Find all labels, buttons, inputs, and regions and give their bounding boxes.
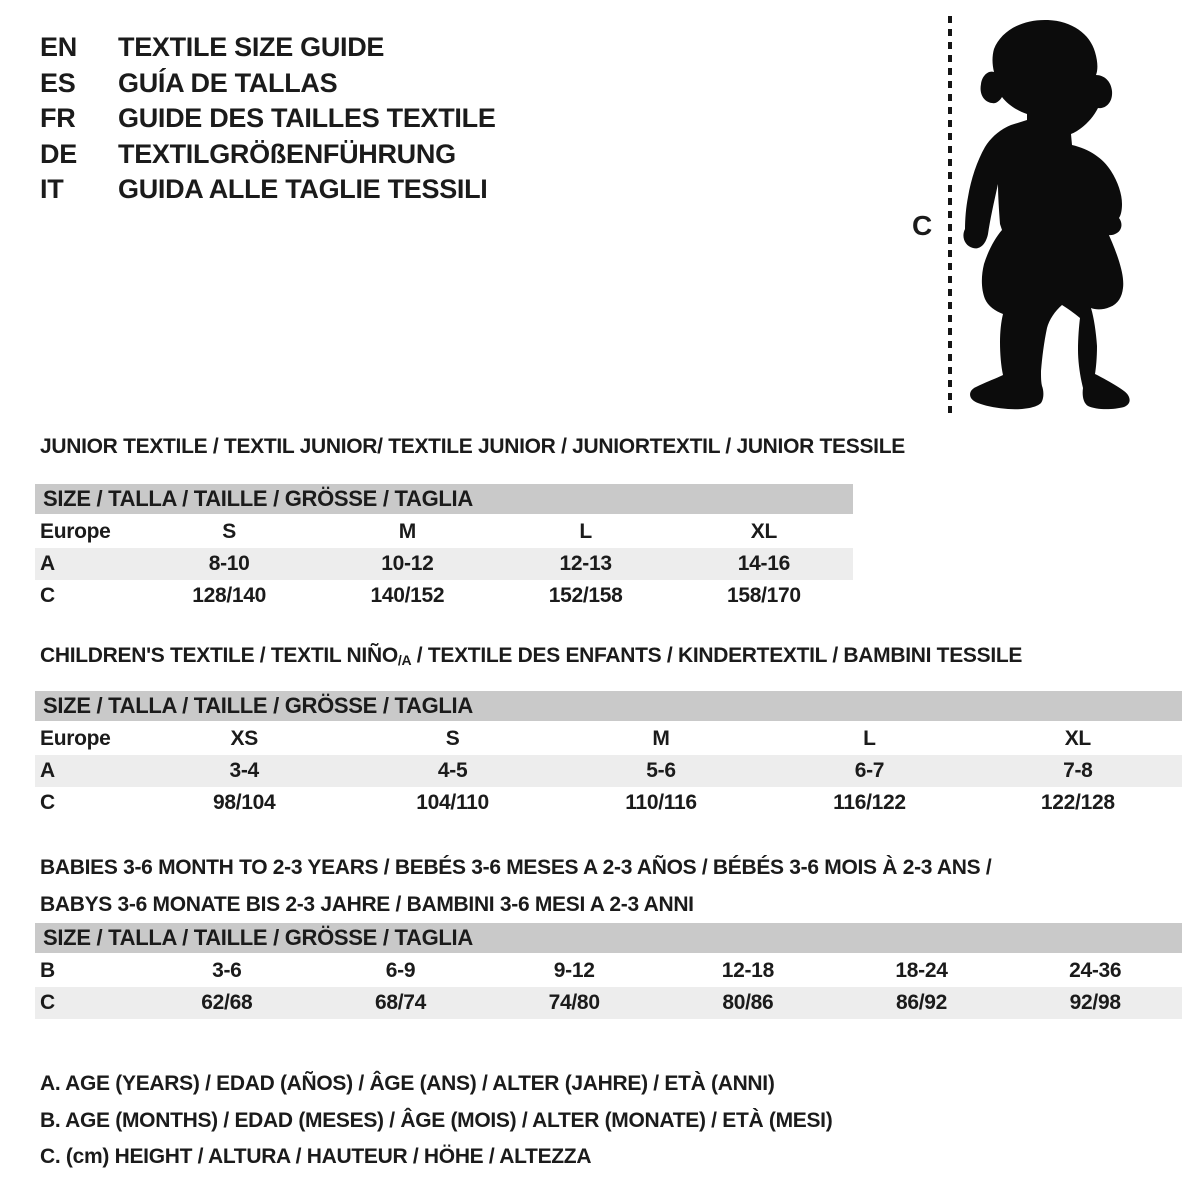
guide-title-fr: GUIDE DES TAILLES TEXTILE: [118, 103, 496, 133]
row-label: A: [40, 552, 55, 575]
language-title-block: [40, 30, 496, 208]
children-size-table: [35, 691, 1182, 819]
table-cell: 92/98: [1069, 991, 1121, 1014]
table-row: [35, 755, 1182, 787]
language-row: [40, 30, 496, 66]
table-cell: 8-10: [208, 552, 250, 575]
legend-line-a: A. AGE (YEARS) / EDAD (AÑOS) / ÂGE (ANS) / ALTER (JAHRE) / ETÀ (ANNI): [40, 1072, 775, 1095]
legend-line-c: C. (cm) HEIGHT / ALTURA / HAUTEUR / HÖHE / ALTEZZA: [40, 1145, 592, 1168]
language-code: FR: [40, 103, 76, 133]
table-cell: XL: [1064, 727, 1091, 750]
language-code: EN: [40, 32, 77, 62]
junior-section-title: JUNIOR TEXTILE / TEXTIL JUNIOR/ TEXTILE JUNIOR / JUNIORTEXTIL / JUNIOR TESSILE: [40, 435, 905, 458]
children-title-rest: / TEXTILE DES ENFANTS / KINDERTEXTIL / BAMBINI TESSILE: [411, 644, 1023, 667]
guide-title-de: TEXTILGRÖßENFÜHRUNG: [118, 138, 456, 169]
row-label: A: [40, 759, 55, 782]
table-cell: 116/122: [833, 791, 906, 814]
row-label: C: [40, 791, 55, 814]
table-cell: 18-24: [895, 959, 948, 982]
table-cell: M: [398, 520, 416, 543]
table-cell: 110/116: [625, 791, 697, 814]
legend-line-b: B. AGE (MONTHS) / EDAD (MESES) / ÂGE (MOIS) / ALTER (MONATE) / ETÀ (MESI): [40, 1108, 833, 1132]
table-header-band: SIZE / TALLA / TAILLE / GRÖSSE / TAGLIA: [35, 484, 853, 514]
table-row: [35, 580, 853, 612]
table-cell: S: [445, 727, 460, 750]
language-code: IT: [40, 174, 64, 204]
guide-title-en: TEXTILE SIZE GUIDE: [118, 32, 385, 62]
table-cell: 80/86: [722, 991, 774, 1014]
table-row: [35, 787, 1182, 819]
table-cell: 10-12: [381, 552, 434, 575]
table-cell: 12-13: [559, 552, 612, 575]
table-cell: XS: [230, 727, 258, 750]
legend: [40, 1066, 832, 1176]
table-cell: L: [863, 727, 876, 750]
language-code: ES: [40, 67, 76, 98]
table-cell: 104/110: [416, 791, 489, 814]
table-cell: 5-6: [646, 759, 676, 782]
table-cell: XL: [750, 520, 777, 543]
row-label: C: [40, 991, 55, 1014]
guide-title-it: GUIDA ALLE TAGLIE TESSILI: [118, 174, 488, 204]
toddler-silhouette-icon: [950, 14, 1150, 414]
table-cell: 12-18: [721, 959, 774, 982]
babies-title-line2: BABYS 3-6 MONATE BIS 2-3 JAHRE / BAMBINI 3-6 MESI A 2-3 ANNI: [40, 893, 694, 916]
table-cell: 14-16: [737, 552, 790, 575]
table-header-band: SIZE / TALLA / TAILLE / GRÖSSE / TAGLIA: [35, 691, 1182, 721]
table-cell: 158/170: [726, 584, 801, 607]
children-section-title: [40, 644, 1022, 668]
table-cell: 68/74: [374, 991, 427, 1014]
table-cell: 128/140: [192, 584, 267, 607]
babies-size-table: [35, 923, 1182, 1019]
table-cell: 122/128: [1040, 791, 1115, 814]
table-row: [35, 516, 853, 548]
table-cell: S: [222, 520, 236, 543]
table-cell: 74/80: [548, 991, 600, 1014]
table-cell: 7-8: [1063, 759, 1093, 782]
language-row: [40, 137, 496, 173]
table-cell: 6-9: [385, 959, 416, 982]
table-cell: 152/158: [548, 584, 623, 607]
junior-size-table: [35, 484, 853, 612]
table-cell: 62/68: [201, 991, 253, 1014]
table-row: [35, 548, 853, 580]
table-cell: 24-36: [1069, 959, 1122, 982]
table-cell: M: [652, 727, 670, 750]
table-cell: 3-4: [229, 759, 259, 782]
language-row: [40, 101, 496, 137]
children-title-subscript: /A: [397, 652, 412, 668]
guide-title-es: GUÍA DE TALLAS: [118, 67, 338, 98]
table-cell: 4-5: [437, 759, 468, 782]
language-code: DE: [40, 138, 77, 169]
row-label: C: [40, 584, 55, 607]
language-row: [40, 172, 496, 208]
row-label: B: [40, 959, 55, 982]
table-cell: 6-7: [854, 759, 885, 782]
table-cell: 3-6: [212, 959, 242, 982]
language-row: [40, 66, 496, 102]
height-measure-label: C: [912, 210, 932, 241]
table-cell: 98/104: [212, 791, 276, 814]
table-cell: 140/152: [370, 584, 445, 607]
table-cell: L: [579, 520, 592, 543]
row-label: Europe: [40, 727, 111, 750]
table-cell: 86/92: [895, 991, 948, 1014]
children-title-main: CHILDREN'S TEXTILE / TEXTIL NIÑO: [40, 644, 398, 667]
table-row: [35, 723, 1182, 755]
babies-section-title: [40, 849, 991, 923]
table-header-band: SIZE / TALLA / TAILLE / GRÖSSE / TAGLIA: [35, 923, 1182, 953]
babies-title-line1: BABIES 3-6 MONTH TO 2-3 YEARS / BEBÉS 3-6 MESES A 2-3 AÑOS / BÉBÉS 3-6 MOIS À 2-3 ANS /: [40, 856, 992, 879]
table-cell: 9-12: [553, 959, 595, 982]
table-row: [35, 955, 1182, 987]
table-row: [35, 987, 1182, 1019]
row-label: Europe: [40, 520, 111, 543]
